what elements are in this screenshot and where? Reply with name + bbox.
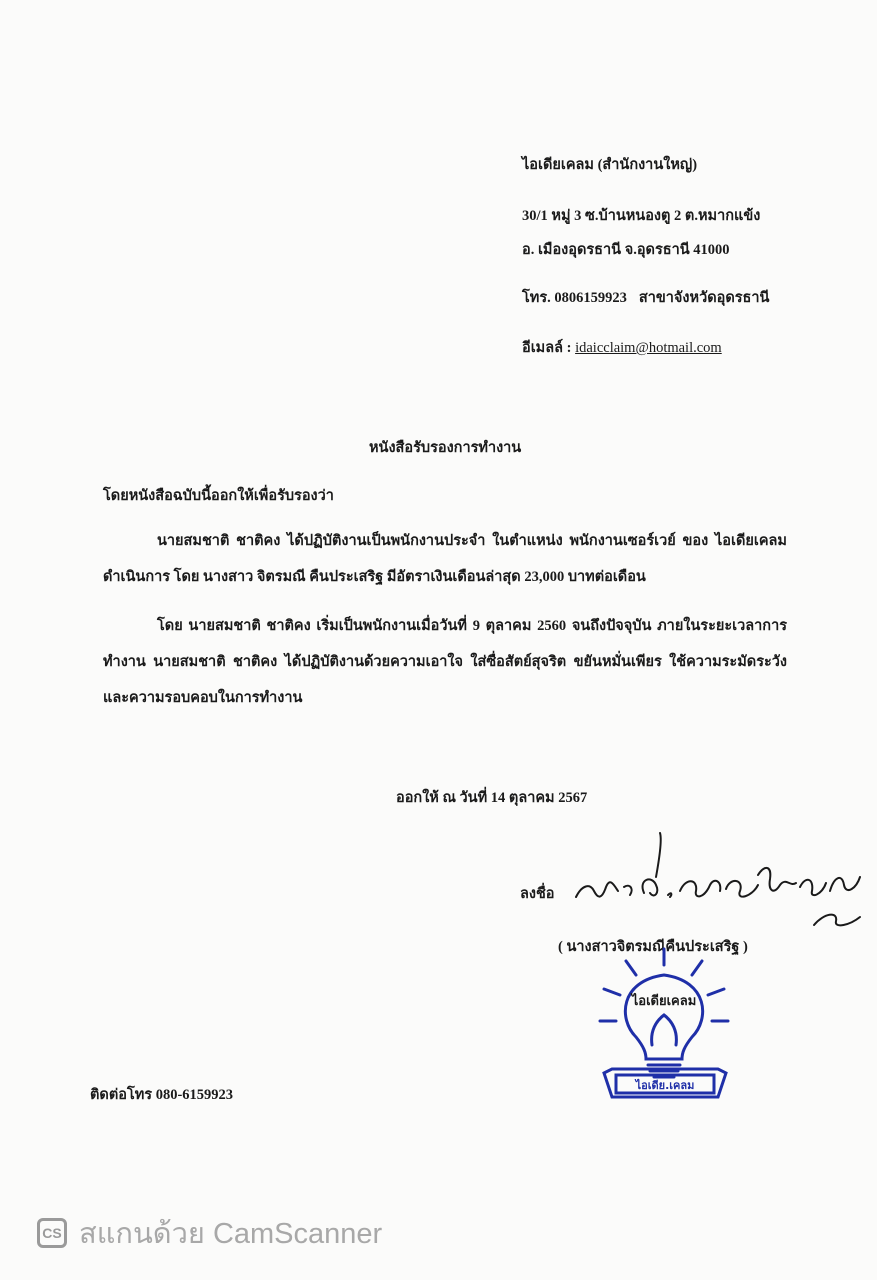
issued-date: ออกให้ ณ วันที่ 14 ตุลาคม 2567: [396, 790, 588, 806]
email-line: [522, 336, 722, 359]
phone-number: โทร. 0806159923: [522, 290, 627, 306]
signature-label: ลงชื่อ: [520, 886, 555, 902]
company-name: ไอเดียเคลม (สำนักงานใหญ่): [522, 157, 698, 173]
paragraph-2: [103, 614, 787, 709]
camscanner-logo-icon: CS: [37, 1218, 67, 1248]
email-label: อีเมลล์ :: [522, 340, 572, 356]
watermark-text: สแกนด้วย CamScanner: [79, 1218, 383, 1250]
paragraph-2-line-3: และความรอบคอบในการทำงาน: [103, 690, 303, 706]
document-title: หนังสือรับรองการทำงาน: [369, 440, 522, 456]
camscanner-watermark: [37, 1210, 382, 1256]
address-line-2: อ. เมืองอุดรธานี จ.อุดรธานี 41000: [522, 242, 730, 258]
printed-name: ( นางสาวจิตรมณีคืนประเสริฐ ): [558, 939, 748, 955]
paragraph-2-line-1: โดย นายสมชาติ ชาติคง เริ่มเป็นพนักงานเมื่อวันที่ 9 ตุลาคม 2560 จนถึงปัจจุบัน ภายในระยะเวลาการ: [157, 618, 787, 634]
intro-text: โดยหนังสือฉบับนี้ออกให้เพื่อรับรองว่า: [103, 488, 334, 504]
paragraph-1-line-2: ดำเนินการ โดย นางสาว จิตรมณี คืนประเสริฐ มีอัตราเงินเดือนล่าสุด 23,000 บาทต่อเดือน: [103, 569, 646, 585]
handwritten-signature: [568, 825, 868, 935]
paragraph-1: [103, 529, 787, 588]
address-line-1: 30/1 หมู่ 3 ซ.บ้านหนองตู 2 ต.หมากแข้ง: [522, 208, 761, 224]
paragraph-2-line-2: ทำงาน นายสมชาติ ชาติคง ได้ปฏิบัติงานด้วยความเอาใจ ใส่ซื่อสัตย์สุจริต ขยันหมั่นเพียร ใช้ความระมัดระวัง: [103, 654, 787, 670]
contact-phone: ติดต่อโทร 080-6159923: [90, 1087, 234, 1103]
email-link[interactable]: idaicclaim@hotmail.com: [575, 340, 722, 356]
company-stamp: [590, 945, 740, 1105]
paragraph-1-line-1: นายสมชาติ ชาติคง ได้ปฏิบัติงานเป็นพนักงานประจำ ในตำแหน่ง พนักงานเซอร์เวย์ ของ ไอเดียเคลม: [157, 533, 787, 549]
phone-line: [522, 286, 769, 309]
branch-name: สาขาจังหวัดอุดรธานี: [638, 290, 770, 306]
stamp-banner-text: ไอเดีย.เคลม: [635, 1079, 695, 1092]
stamp-top-text: ไอเดียเคลม: [631, 994, 697, 1009]
